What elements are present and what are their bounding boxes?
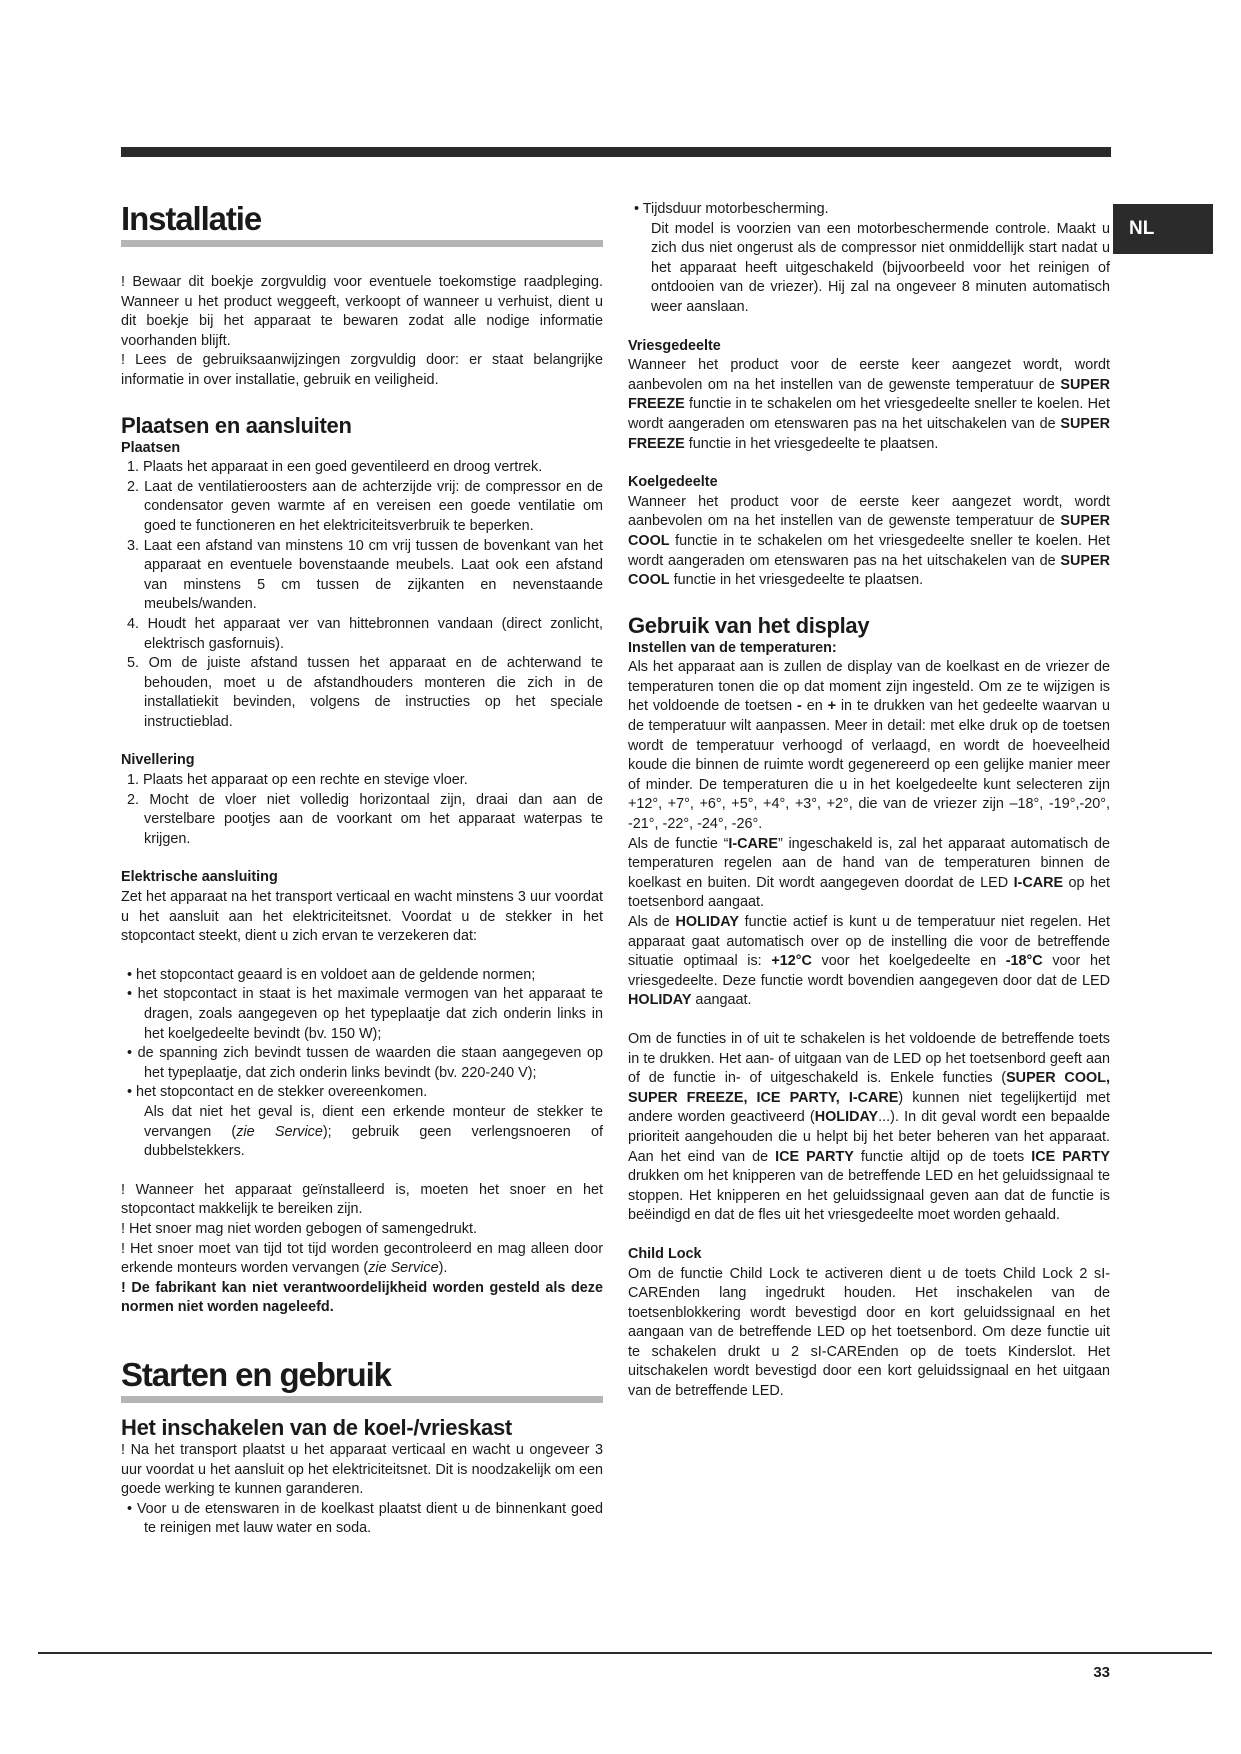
subsection-title-plaatsen-aansluiten: Plaatsen en aansluiten [121, 412, 352, 438]
page-number: 33 [1093, 1664, 1110, 1681]
bullet-item: • de spanning zich bevindt tussen de waarden die staan aangegeven op het typeplaatje, dat zich onderin links bevindt (bv. 220-240 V); [127, 1045, 603, 1081]
bullet-item: • het stopcontact geaard is en voldoet aan de geldende normen; [127, 966, 536, 983]
section-title-starten: Starten en gebruik [121, 1356, 603, 1403]
left-column [121, 200, 603, 1539]
heading-nivellering: Nivellering [121, 752, 195, 769]
heading-koelgedeelte: Koelgedeelte [628, 474, 718, 491]
language-tab: NL [1113, 204, 1213, 254]
display-paragraph: Als het apparaat aan is zullen de display van de koelkast en de vriezer de temperaturen tonen die op dat moment zijn ingesteld. Om ze te wijzigen is het voldoende de toetsen - en + in te drukken van het gedeelte waarvan u de temperatuur wilt aanpassen. Meer in detail: met elke druk op de toetsen wordt de temperatuur verhoogd of verlaagd, en wordt de hoeveelheid koude die binnen de ruimte wordt gegenereerd op een gelijke manier meer of minder. De temperaturen die u in het koelgedeelte kunt selecteren zijn +12°, +7°, +6°, +5°, +4°, +3°, +2°, die van de vriezer zijn –18°, -19°,-20°, -21°, -22°, -24°, -26°. [628, 659, 1110, 833]
starten-paragraph: ! Na het transport plaatst u het apparaat verticaal en wacht u ongeveer 3 uur voordat u het aansluit op het elektriciteitsnet. Dit is noodzakelijk om een goede werking te kunnen garanderen. [121, 1441, 603, 1498]
display-paragraph: Als de functie “I-CARE” ingeschakeld is, zal het apparaat automatisch de temperaturen regelen aan de hand van de temperaturen binnen de koelkast en buiten. Dit wordt aangegeven doordat de LED I-CARE op het toetsenbord aangaat. [628, 835, 1110, 911]
tijdsduur-text: Dit model is voorzien van een motorbeschermende controle. Maakt u zich dus niet ongerust als de compressor niet onmiddellijk start nadat u het apparaat heeft uitgeschakeld (bijvoorbeeld voor het reinigen of ontdooien van de vriezer). Hij zal na ongeveer 8 minuten automatisch weer aanslaan. [651, 220, 1110, 315]
intro-paragraph: ! Lees de gebruiksaanwijzingen zorgvuldig door: er staat belangrijke informatie in over installatie, gebruik en veiligheid. [121, 352, 603, 388]
display-paragraph: Als de HOLIDAY functie actief is kunt u de temperatuur niet regelen. Het apparaat gaat automatisch over op de instelling die voor de betreffende situatie optimaal is: +12°C voor het koelgedeelte en -18°C voor het vriesgedeelte. Deze functie wordt bovendien aangegeven door dat de LED HOLIDAY aangaat. [628, 914, 1110, 1009]
bullet-item: • het stopcontact en de stekker overeenkomen. [127, 1084, 428, 1101]
warning-text: ! Het snoer mag niet worden gebogen of samengedrukt. [121, 1220, 477, 1237]
display-paragraph: Om de functies in of uit te schakelen is het voldoende de betreffende toets in te drukken. Het aan- of uitgaan van de LED op het toetsenbord geeft aan of de functie in- of uitgeschakeld is. Enkele functies (SUPER COOL, SUPER FREEZE, ICE PARTY, I-CARE) kunnen niet tegelijkertijd met andere worden geactiveerd (HOLIDAY...). In dit geval wordt een bepaalde prioriteit aangehouden die u helpt bij het beter beheren van het apparaat. Aan het eind van de ICE PARTY functie altijd op de toets ICE PARTY drukken om het knipperen van de betreffende LED en het geluidssignaal te stoppen. Het knipperen en het geluidssignaal geven aan dat de functie is beëindigd en dat de fles uit het vriesgedeelte moet worden gehaald. [628, 1030, 1110, 1224]
heading-instellen-temperaturen: Instellen van de temperaturen: [628, 639, 837, 656]
heading-vriesgedeelte: Vriesgedeelte [628, 337, 721, 354]
section-title-installatie: Installatie [121, 200, 603, 247]
heading-child-lock: Child Lock [628, 1245, 702, 1262]
right-column [628, 200, 1110, 1402]
bullet-item: • het stopcontact in staat is het maximale vermogen van het apparaat te dragen, zoals aangegeven op het typeplaatje dat zich onderin links in het koelgedeelte bevindt (bv. 150 W); [127, 986, 603, 1042]
warning-bold-text: ! De fabrikant kan niet verantwoordelijkheid worden gesteld als deze normen niet worden nageleefd. [121, 1279, 603, 1316]
subsection-title-inschakelen: Het inschakelen van de koel-/vrieskast [121, 1414, 512, 1440]
subsection-title-display: Gebruik van het display [628, 612, 870, 638]
list-item: 5. Om de juiste afstand tussen het apparaat en de achterwand te behouden, moet u de afstandhouders monteren die zich in de installatiekit bevinden, volgens de instructies op het speciale instructieblad. [127, 655, 603, 730]
list-item: 3. Laat een afstand van minstens 10 cm vrij tussen de bovenkant van het apparaat en eventuele bovenstaande meubels. Laat ook een afstand van minstens 5 cm tussen de zijkanten en nevenstaande meubels/wanden. [127, 537, 603, 613]
heading-plaatsen: Plaatsen [121, 439, 181, 456]
bullet-item: • Tijdsduur motorbescherming. [634, 201, 829, 217]
elektrisch-note: Als dat niet het geval is, dient een erkende monteur de stekker te vervangen (zie Service); gebruik geen verlengsnoeren of dubbelstekkers. [144, 1103, 603, 1160]
intro-paragraph: ! Bewaar dit boekje zorgvuldig voor eventuele toekomstige raadpleging. Wanneer u het product weggeeft, verkoopt of wanneer u verhuist, dient u dit boekje bij het apparaat te bewaren zodat alle nodige informatie voorhanden blijft. [121, 274, 603, 349]
list-item: 1. Plaats het apparaat op een rechte en stevige vloer. [127, 772, 468, 789]
bullet-item: • Voor u de etenswaren in de koelkast plaatst dient u de binnenkant goed te reinigen met lauw water en soda. [127, 1500, 603, 1537]
child-lock-text: Om de functie Child Lock te activeren dient u de toets Child Lock 2 sI-CAREnden lang ingedrukt houden. Het inschakelen van de toetsenblokkering wordt bevestigd door en kort geluidssignaal en het aangaan van de betreffende LED op het toetsenbord. Om deze functie uit te schakelen drukt u 2 sI-CAREnden op de toets Kinderslot. Het uitschakelen wordt bevestigd door een kort geluidssignaal en het uitgaan van de betreffende LED. [628, 1265, 1110, 1400]
koelgedeelte-text: Wanneer het product voor de eerste keer aangezet wordt, wordt aanbevolen om na het instellen van de gewenste temperatuur de SUPER COOL functie in te schakelen om het vriesgedeelte sneller te koelen. Het wordt aangeraden om etenswaren pas na het uitschakelen van de SUPER COOL functie in het vriesgedeelte te plaatsen. [628, 493, 1110, 589]
warning-text: ! Wanneer het apparaat geïnstalleerd is, moeten het snoer en het stopcontact makkelijk te bereiken zijn. [121, 1181, 603, 1218]
list-item: 2. Mocht de vloer niet volledig horizontaal zijn, draai dan aan de verstelbare pootjes aan de voorkant om het apparaat waterpas te krijgen. [127, 791, 603, 847]
warning-text: ! Het snoer moet van tijd tot tijd worden gecontroleerd en mag alleen door erkende monteurs worden vervangen (zie Service). [121, 1240, 603, 1277]
heading-elektrische-aansluiting: Elektrische aansluiting [121, 869, 278, 886]
header-rule [121, 147, 1111, 157]
list-item: 4. Houdt het apparaat ver van hittebronnen vandaan (direct zonlicht, elektrisch gasfornuis). [127, 615, 603, 652]
elektrisch-intro: Zet het apparaat na het transport verticaal en wacht minstens 3 uur voordat u het aansluit aan het elektriciteitsnet. Voordat u de stekker in het stopcontact steekt, dient u zich ervan te verzekeren dat: [121, 889, 603, 945]
footer-rule [38, 1652, 1212, 1654]
list-item: 1. Plaats het apparaat in een goed geventileerd en droog vertrek. [127, 459, 543, 476]
vriesgedeelte-text: Wanneer het product voor de eerste keer aangezet wordt, wordt aanbevolen om na het instellen van de gewenste temperatuur de SUPER FREEZE functie in te schakelen om het vriesgedeelte sneller te koelen. Het wordt aangeraden om etenswaren pas na het uitschakelen van de SUPER FREEZE functie in het vriesgedeelte te plaatsen. [628, 357, 1110, 452]
list-item: 2. Laat de ventilatieroosters aan de achterzijde vrij: de compressor en de condensator geven warmte af en vereisen een goede ventilatie om goed te functioneren en het elektriciteitsverbruik te beperken. [127, 478, 603, 534]
